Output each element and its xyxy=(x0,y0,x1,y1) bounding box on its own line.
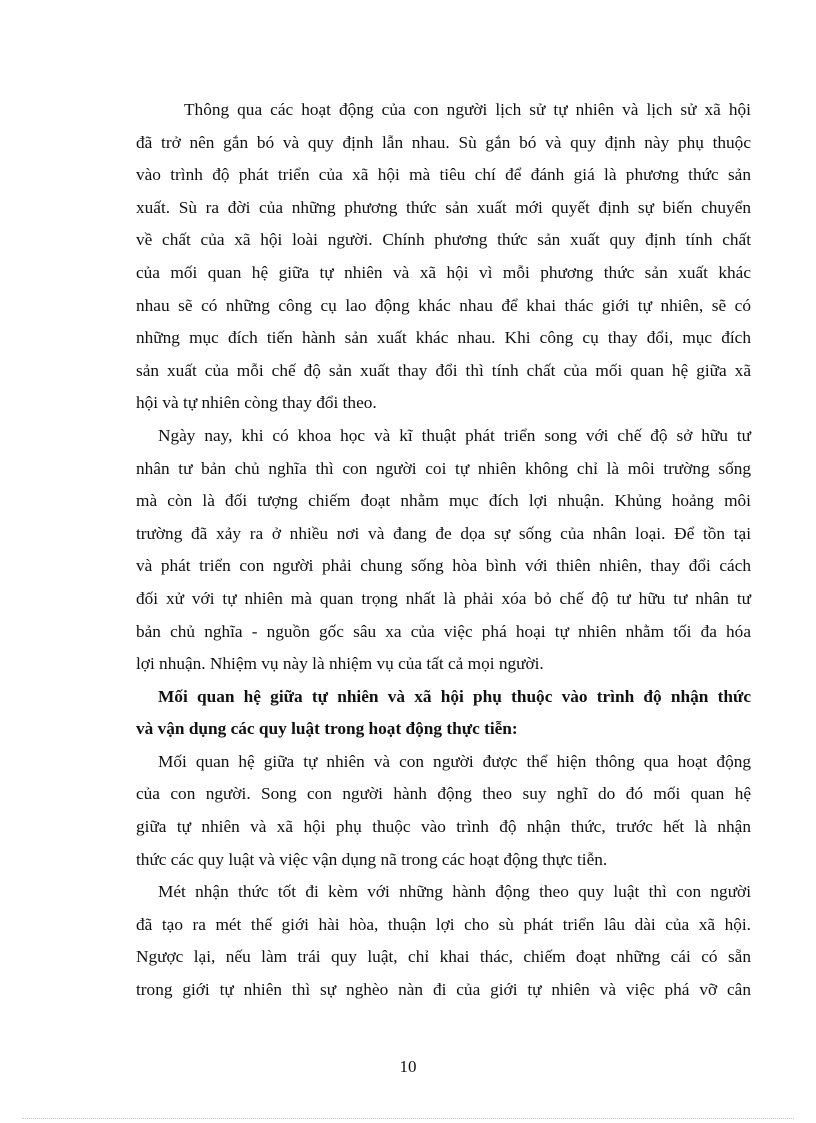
heading-line: Mối quan hệ giữa tự nhiên và xã hội phụ thuộc vào trình độ nhận thức xyxy=(158,686,751,706)
text-line: trong giới tự nhiên thì sự nghèo nàn đi của giới tự nhiên và việc phá vỡ cân xyxy=(136,980,751,1000)
page-bottom-divider xyxy=(22,1118,794,1119)
paragraph xyxy=(136,876,751,1006)
body-text xyxy=(136,94,751,1007)
paragraph xyxy=(136,420,751,681)
paragraph xyxy=(136,94,751,420)
paragraph xyxy=(136,746,751,876)
text-line: trường đã xảy ra ở nhiều nơi và đang đe dọa sự sống của nhân loại. Để tồn tại xyxy=(136,523,751,543)
text-line: nhau sẽ có những công cụ lao động khác nhau để khai thác giới tự nhiên, sẽ có xyxy=(136,295,751,315)
text-line: vào trình độ phát triển của xã hội mà tiêu chí để đánh giá là phương thức sản xyxy=(136,165,751,185)
text-line: mà còn là đối tượng chiếm đoạt nhằm mục đích lợi nhuận. Khủng hoảng môi xyxy=(136,491,751,511)
text-line: và phát triển con người phải chung sống hòa bình với thiên nhiên, thay đổi cách xyxy=(136,556,751,576)
text-line: Mét nhận thức tốt đi kèm với những hành động theo quy luật thì con người xyxy=(158,882,751,902)
text-line: đã tạo ra mét thế giới hài hòa, thuận lợi cho sù phát triển lâu dài của xã hội. xyxy=(136,914,751,934)
text-line: đối xử với tự nhiên mà quan trọng nhất là phải xóa bỏ chế độ tư hữu tư nhân tư xyxy=(136,588,751,608)
text-line: bản chủ nghĩa - nguồn gốc sâu xa của việc phá hoại tự nhiên nhằm tối đa hóa xyxy=(136,621,751,641)
text-line: của con người. Song con người hành động theo suy nghĩ do đó mối quan hệ xyxy=(136,784,751,804)
text-line: sản xuất của mỗi chế độ sản xuất thay đổi thì tính chất của mối quan hệ giữa xã xyxy=(136,360,751,380)
text-line: về chất của xã hội loài người. Chính phương thức sản xuất quy định tính chất xyxy=(136,230,751,250)
text-line: xuất. Sù ra đời của những phương thức sản xuất mới quyết định sự biến chuyển xyxy=(136,197,751,217)
text-line: Ngày nay, khi có khoa học và kĩ thuật phát triển song với chế độ sở hữu tư xyxy=(158,425,751,445)
text-line: hội và tự nhiên còng thay đổi theo. xyxy=(136,393,377,413)
text-line: đã trở nên gắn bó và quy định lẫn nhau. Sù gắn bó và quy định này phụ thuộc xyxy=(136,132,751,152)
text-line: nhân tư bản chủ nghĩa thì con người coi tự nhiên không chỉ là môi trường sống xyxy=(136,458,751,478)
page-number: 10 xyxy=(399,1057,417,1076)
text-line: của mối quan hệ giữa tự nhiên và xã hội vì mỗi phương thức sản xuất khác xyxy=(136,262,751,282)
text-line: lợi nhuận. Nhiệm vụ này là nhiệm vụ của tất cả mọi người. xyxy=(136,654,544,674)
text-line: giữa tự nhiên và xã hội phụ thuộc vào trình độ nhận thức, trước hết là nhận xyxy=(136,817,751,837)
text-line: Ngược lại, nếu làm trái quy luật, chỉ khai thác, chiếm đoạt những cái có sẵn xyxy=(136,947,751,967)
text-line: Thông qua các hoạt động của con người lịch sử tự nhiên và lịch sử xã hội xyxy=(184,100,751,119)
text-line: những mục đích tiến hành sản xuất khác nhau. Khi công cụ thay đổi, mục đích xyxy=(136,328,751,348)
text-line: Mối quan hệ giữa tự nhiên và con người được thể hiện thông qua hoạt động xyxy=(158,751,751,771)
heading-line: và vận dụng các quy luật trong hoạt động thực tiễn: xyxy=(136,719,518,739)
section-heading xyxy=(136,681,751,746)
text-line: thức các quy luật và việc vận dụng nã trong các hoạt động thực tiễn. xyxy=(136,849,608,869)
